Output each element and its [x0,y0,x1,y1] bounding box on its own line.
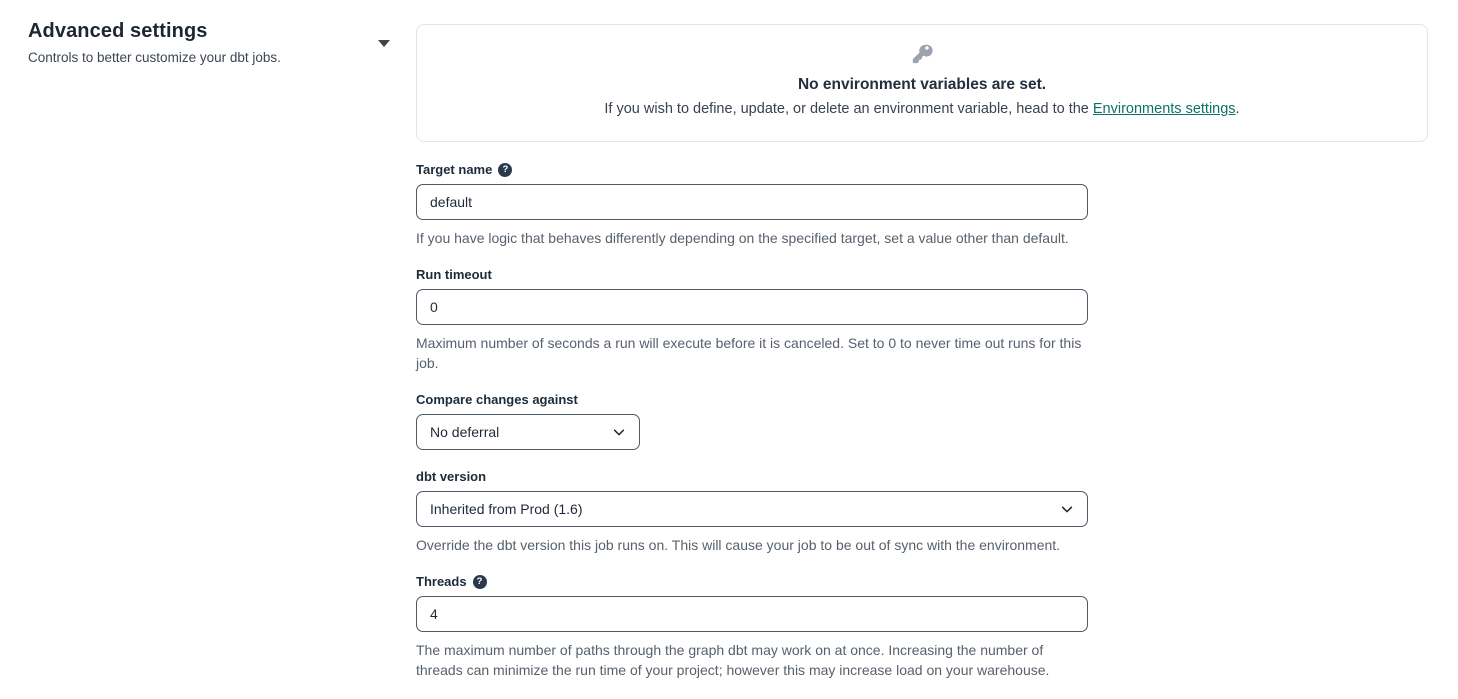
dbt-version-label: dbt version [416,469,487,484]
field-group-compare-changes [416,392,1428,450]
environments-settings-link[interactable]: Environments settings [1092,101,1236,117]
target-name-label: Target name [416,162,493,177]
field-group-target-name [416,162,1428,248]
page-title: Advanced settings [28,20,208,42]
threads-input[interactable] [416,596,1088,632]
collapse-section-caret-icon[interactable] [378,40,390,47]
section-header [28,20,416,699]
env-banner-title: No environment variables are set. [797,76,1047,93]
env-banner-message [437,101,1407,117]
advanced-settings-form [416,162,1428,680]
env-banner-message-prefix: If you wish to define, update, or delete an environment variable, head to the [604,101,1093,117]
env-banner-message-suffix: . [1235,101,1240,117]
field-group-threads [416,574,1428,680]
chevron-down-icon [1060,502,1074,516]
dbt-version-help-text: Override the dbt version this job runs on. This will cause your job to be out of sync with the environment. [416,537,1061,553]
key-icon [911,43,933,65]
threads-help-text: The maximum number of paths through the graph dbt may work on at once. Increasing the number of threads can minimize the run time of your project; however this may increase load on your warehouse. [416,642,1050,678]
field-group-dbt-version [416,469,1428,555]
env-variables-banner [416,24,1428,142]
run-timeout-help-text: Maximum number of seconds a run will execute before it is canceled. Set to 0 to never time out runs for this job. [416,335,1082,371]
compare-changes-select[interactable] [416,414,640,450]
compare-changes-selected-value: No deferral [430,424,500,440]
section-content [416,20,1428,699]
target-name-help-icon[interactable]: ? [498,163,512,177]
threads-label: Threads [416,574,467,589]
target-name-help-text: If you have logic that behaves differently depending on the specified target, set a value other than default. [416,230,1069,246]
dbt-version-select[interactable] [416,491,1088,527]
dbt-version-selected-value: Inherited from Prod (1.6) [430,501,583,517]
section-header-text [28,20,281,65]
run-timeout-label: Run timeout [416,267,492,282]
target-name-input[interactable] [416,184,1088,220]
run-timeout-input[interactable] [416,289,1088,325]
threads-help-icon[interactable]: ? [473,575,487,589]
field-group-run-timeout [416,267,1428,373]
page-subtitle: Controls to better customize your dbt jobs. [28,50,281,65]
chevron-down-icon [612,425,626,439]
compare-changes-label: Compare changes against [416,392,578,407]
